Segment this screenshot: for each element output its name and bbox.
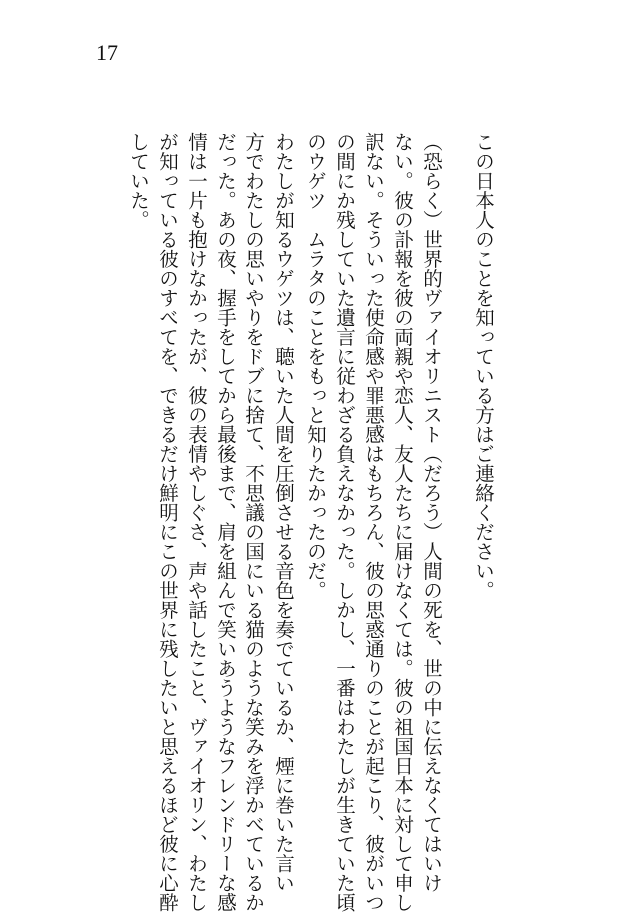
text-column-1: この日本人のことを知っている方はご連絡ください。: [472, 132, 495, 600]
text-column-8: 方でわたしの思いやりをドブに捨て、不思議の国にいる猫のような笑みを浮かべているか: [242, 132, 265, 912]
page-number: 17: [96, 40, 118, 65]
text-column-6: のウゲツ ムラタのことをもっと知りたかったのだ。: [304, 132, 327, 600]
text-column-3: ない。彼の訃報を彼の両親や恋人、友人たちに届けなくては。彼の祖国日本に対して申し: [391, 132, 414, 912]
text-column-5: の間にか残していた遺言に従わざる負えなかった。しかし、一番はわたしが生きていた頃: [333, 132, 356, 912]
text-column-9: だった。あの夜、握手をしてから最後まで、肩を組んで笑いあうようなフレンドリーな感: [214, 132, 237, 912]
text-column-4: 訳ない。そういった使命感や罪悪感はもちろん、彼の思惑通りのことが起こり、彼がいつ: [362, 132, 385, 912]
text-column-2: （恐らく）世界的ヴァイオリニスト（だろう）人間の死を、世の中に伝えなくてはいけ: [420, 132, 443, 893]
text-column-10: 情は一片も抱けなかったが、彼の表情やしぐさ、声や話したこと、ヴァイオリン、わたし: [185, 132, 208, 912]
text-column-11: が知っている彼のすべてを、できるだけ鮮明にこの世界に残したいと思えるほど彼に心酔: [156, 132, 179, 912]
text-column-7: わたしが知るウゲツは、聴いた人間を圧倒させる音色を奏でているか、煙に巻いた言い: [272, 132, 295, 893]
text-column-12: していた。: [127, 132, 150, 230]
